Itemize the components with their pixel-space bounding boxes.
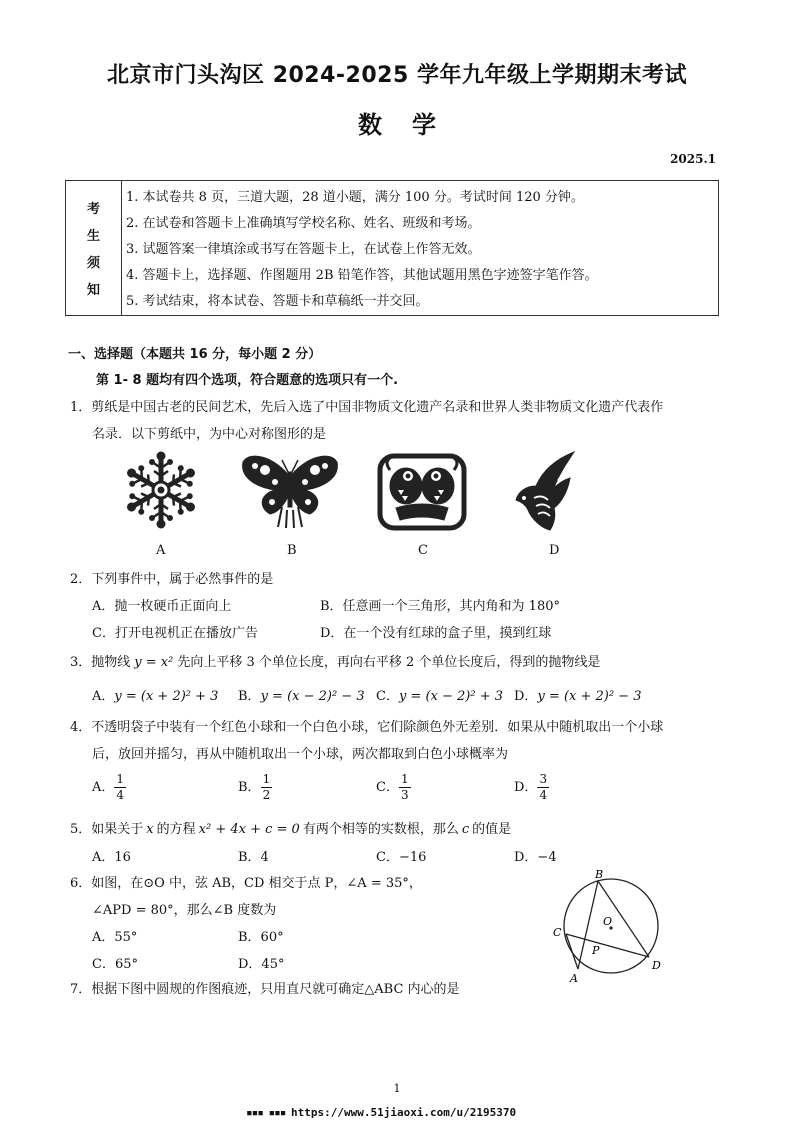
- notice-item: 4. 答题卡上，选择题、作图题用 2B 铅笔作答，其他试题用黑色字迹签字笔作答。: [126, 268, 598, 283]
- watermark-mark: ▪▪▪ ▪▪▪: [246, 1106, 291, 1119]
- q1-line1: 1．剪纸是中国古老的民间艺术，先后入选了中国非物质文化遗产名录和世界人类非物质文化遗产代表作: [70, 400, 664, 415]
- q1-option-label: A: [156, 543, 166, 558]
- fraction-numerator: 1: [400, 772, 409, 786]
- circle-chords-figure: [548, 868, 674, 988]
- exam-date: 2025.1: [670, 152, 716, 166]
- label-d: D: [652, 959, 661, 972]
- q2-stem: 2．下列事件中，属于必然事件的是: [70, 572, 274, 587]
- q4-option-c-fraction: [399, 772, 411, 803]
- notice-item: 2. 在试卷和答题卡上准确填写学校名称、姓名、班级和考场。: [126, 216, 481, 231]
- q2-option-b: B．任意画一个三角形，其内角和为 180°: [320, 599, 560, 614]
- q7-stem: 7．根据下图中圆规的作图痕迹，只用直尺就可确定△ABC 内心的是: [70, 982, 460, 997]
- fraction-numerator: 1: [116, 772, 125, 786]
- q4-option-b-label: B．: [238, 780, 261, 795]
- q3-option-d-label: D．: [514, 689, 538, 704]
- q4-option-c: [376, 772, 411, 803]
- fraction-denominator: 2: [262, 788, 271, 802]
- q6-line1: 6．如图，在⊙O 中，弦 AB，CD 相交于点 P，∠A = 35°，: [70, 876, 422, 891]
- label-a: A: [570, 972, 578, 985]
- q5-option-c: C．−16: [376, 850, 427, 865]
- q3-option-b-expr: y = (x − 2)² − 3: [260, 689, 365, 704]
- q4-option-b-fraction: [261, 772, 273, 803]
- q5-stem-text: 的方程: [156, 822, 196, 837]
- q4-line2: 后，放回并摇匀，再从中随机取出一个小球，两次都取到白色小球概率为: [92, 747, 509, 762]
- q3-option-a-label: A．: [92, 689, 115, 704]
- q4-option-d-fraction: [537, 772, 549, 803]
- q4-option-d-label: D．: [514, 780, 538, 795]
- watermark-url: [246, 1106, 516, 1119]
- q2-option-a: A．抛一枚硬币正面向上: [92, 599, 232, 614]
- q4-option-d: [514, 772, 549, 803]
- notice-box: [65, 180, 719, 316]
- fraction-numerator: 3: [539, 772, 548, 786]
- q5-stem-text: 5．如果关于: [70, 822, 144, 837]
- exam-title: 北京市门头沟区 2024-2025 学年九年级上学期期末考试: [107, 63, 687, 88]
- q3-option-b: [238, 685, 365, 704]
- q4-option-a-fraction: [114, 772, 126, 803]
- fraction-denominator: 4: [539, 788, 548, 802]
- notice-item: 1. 本试卷共 8 页，三道大题，28 道小题，满分 100 分。考试时间 120 分钟。: [126, 190, 584, 205]
- notice-label: [66, 181, 122, 315]
- segment-ca: [566, 934, 578, 969]
- q2-option-c: C．打开电视机正在播放广告: [92, 626, 258, 641]
- q4-option-a: [92, 772, 126, 803]
- q6-line2: ∠APD = 80°，那么∠B 度数为: [92, 903, 277, 918]
- q6-option-c: C．65°: [92, 957, 138, 972]
- fraction-numerator: 1: [262, 772, 271, 786]
- notice-label-char: 须: [86, 256, 100, 271]
- q4-option-a-label: A．: [92, 780, 115, 795]
- q5-option-d: D．−4: [514, 850, 557, 865]
- q6-option-a: A．55°: [92, 930, 138, 945]
- q3-option-c: [376, 685, 503, 704]
- section-title: 一、选择题（本题共 16 分，每小题 2 分）: [68, 347, 322, 362]
- q5-stem-text: 有两个相等的实数根，那么: [302, 822, 459, 837]
- fraction-denominator: 4: [116, 788, 125, 802]
- fraction-denominator: 3: [400, 788, 409, 802]
- q5-stem-text: 的值是: [472, 822, 512, 837]
- q5-variable-c: c: [461, 822, 470, 837]
- q3-option-b-label: B．: [238, 689, 261, 704]
- notice-items: [126, 185, 714, 315]
- section-instruction: 第 1- 8 题均有四个选项，符合题意的选项只有一个.: [96, 373, 399, 388]
- q6-option-d: D．45°: [238, 957, 285, 972]
- q5-variable: x: [146, 822, 154, 837]
- q3-option-d: [514, 685, 641, 704]
- subject-title: 数学: [358, 111, 466, 139]
- page-number: 1: [393, 1082, 401, 1095]
- q3-option-a-expr: y = (x + 2)² + 3: [114, 689, 219, 704]
- label-c: C: [553, 926, 562, 939]
- q1-option-label: C: [418, 543, 428, 558]
- label-p: P: [592, 944, 600, 957]
- q3-option-d-expr: y = (x + 2)² − 3: [537, 689, 642, 704]
- q3-option-a: [92, 685, 218, 704]
- q6-option-b: B．60°: [238, 930, 284, 945]
- notice-item: 3. 试题答案一律填涂或书写在答题卡上，在试卷上作答无效。: [126, 242, 481, 257]
- q3-stem-rest: 先向上平移 3 个单位长度，再向右平移 2 个单位长度后，得到的抛物线是: [177, 655, 601, 670]
- q3-expression: y = x²: [134, 655, 174, 670]
- q1-option-label: B: [287, 543, 297, 558]
- q3-option-c-label: C．: [376, 689, 399, 704]
- q3-stem: [70, 651, 600, 670]
- label-b: B: [595, 868, 604, 881]
- q5-option-b: B．4: [238, 850, 269, 865]
- notice-label-char: 考: [86, 202, 100, 217]
- q5-stem: [70, 818, 511, 837]
- q1-option-label: D: [549, 543, 560, 558]
- q5-option-a: A．16: [92, 850, 131, 865]
- q3-option-c-expr: y = (x − 2)² + 3: [398, 689, 503, 704]
- fish-papercut-image: [376, 452, 468, 532]
- notice-label-char: 生: [86, 229, 100, 244]
- swallow-papercut-image: [514, 450, 578, 534]
- q4-option-b: [238, 772, 272, 803]
- q4-option-c-label: C．: [376, 780, 399, 795]
- notice-label-char: 知: [86, 283, 100, 298]
- butterfly-papercut-image: [240, 452, 340, 532]
- notice-item: 5. 考试结束，将本试卷、答题卡和草稿纸一并交回。: [126, 294, 429, 309]
- q5-equation: x² + 4x + c = 0: [198, 822, 300, 837]
- q3-number: 3．抛物线: [70, 655, 131, 670]
- q4-line1: 4．不透明袋子中装有一个红色小球和一个白色小球，它们除颜色外无差别．如果从中随机取出一个小球: [70, 720, 664, 735]
- watermark-url-text: https://www.51jiaoxi.com/u/2195370: [290, 1106, 517, 1119]
- snowflake-papercut-image: [126, 450, 196, 530]
- q2-option-d: D．在一个没有红球的盒子里，摸到红球: [320, 626, 552, 641]
- q1-line2: 名录．以下剪纸中，为中心对称图形的是: [92, 427, 327, 442]
- label-o: O: [603, 915, 613, 928]
